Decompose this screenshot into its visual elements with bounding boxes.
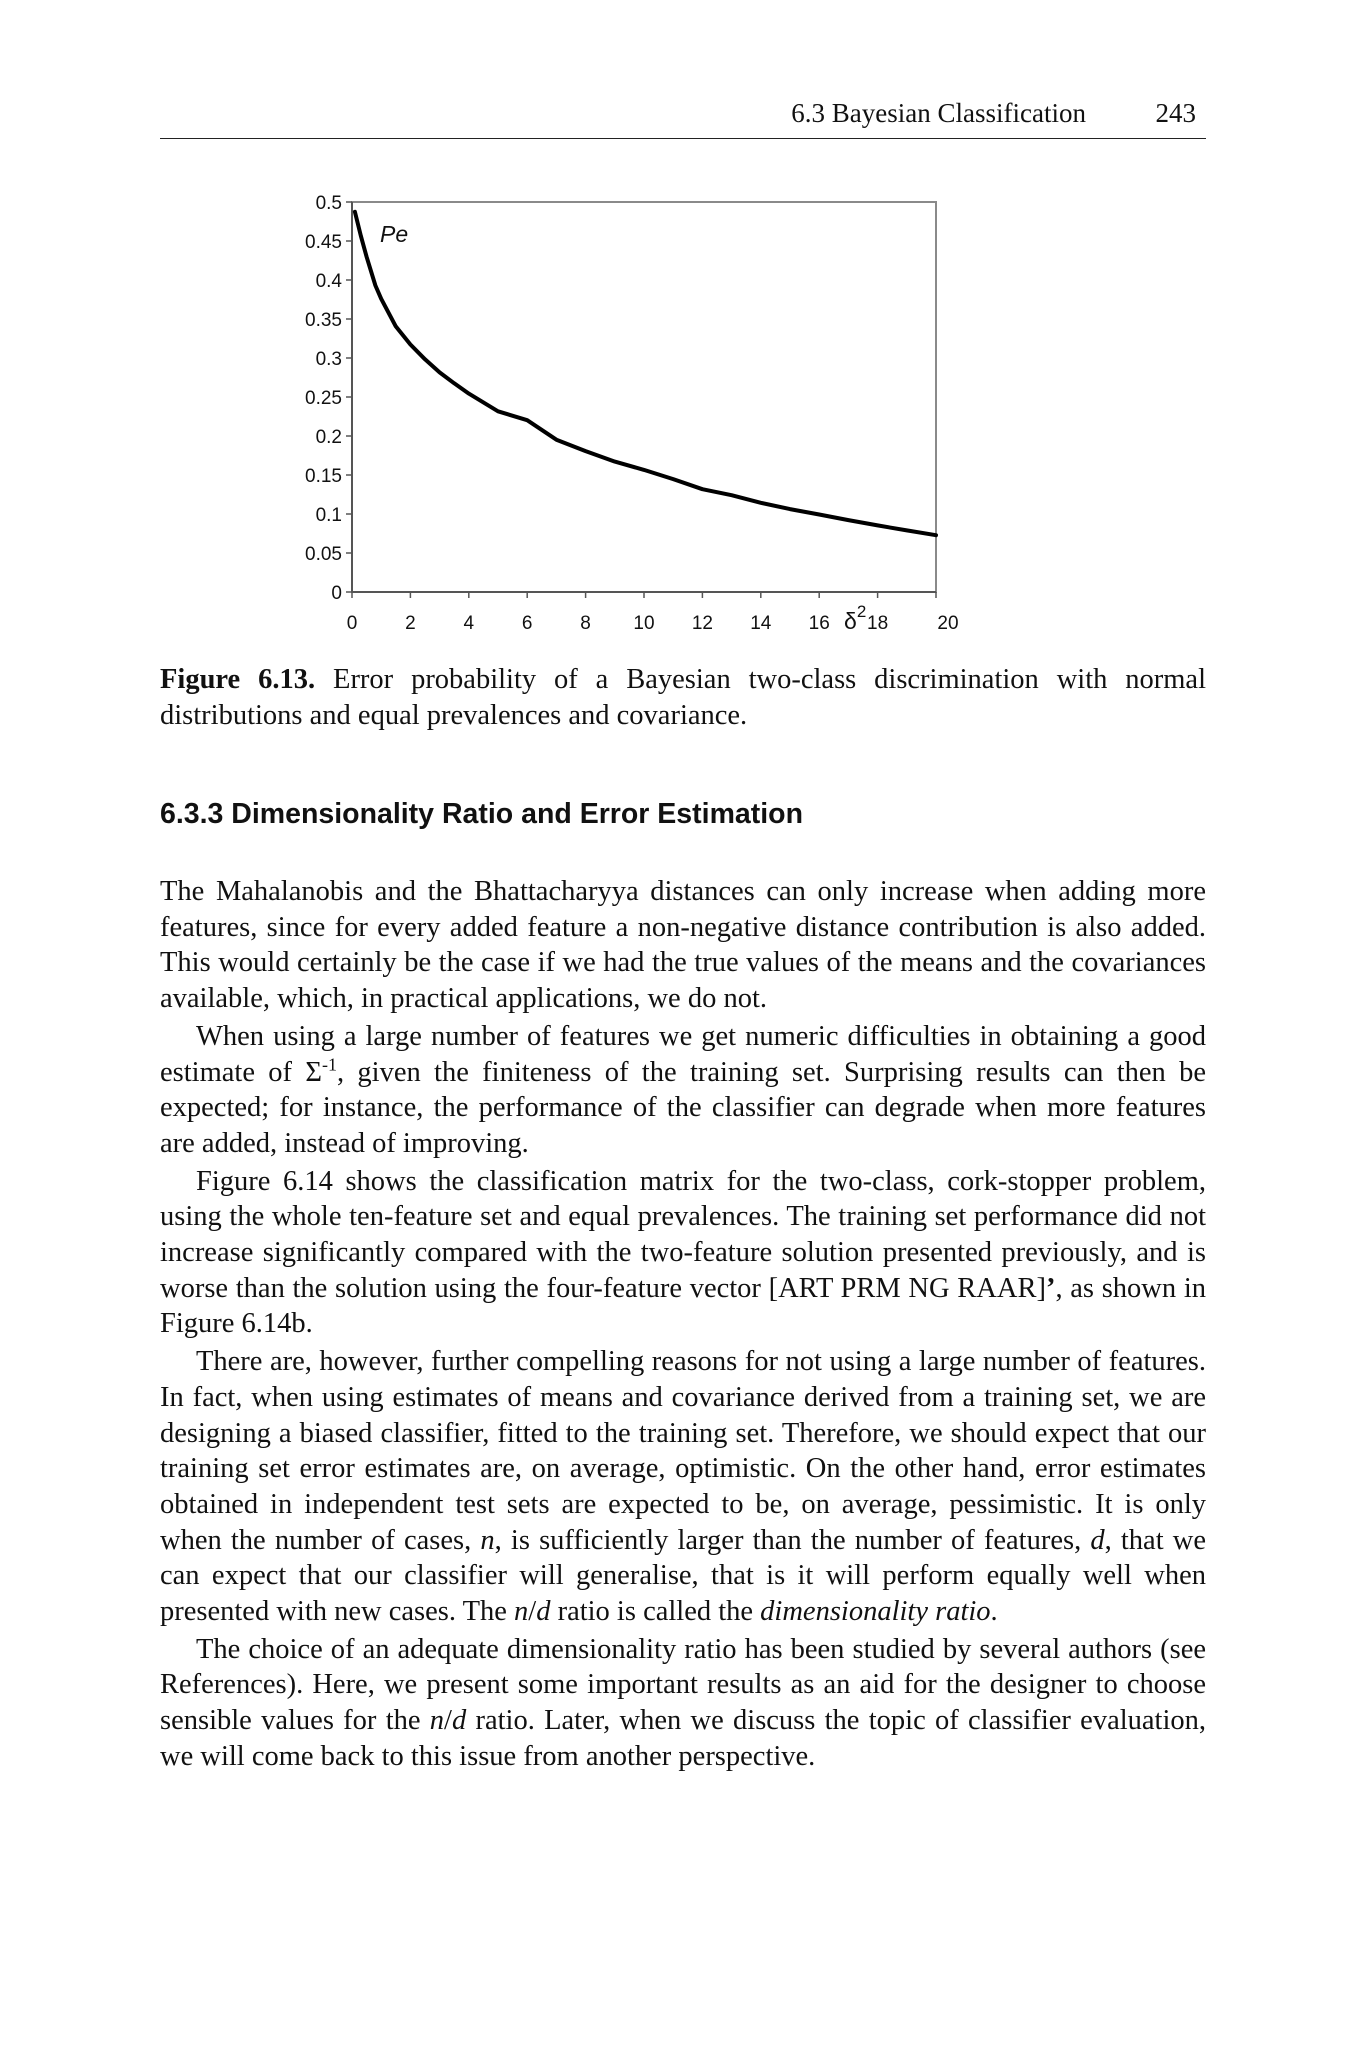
p2-superscript: -1 — [321, 1054, 337, 1075]
x-tick-label: 14 — [750, 613, 772, 634]
p3-transpose-mark: ’ — [1045, 1272, 1056, 1304]
y-tick-label: 0.35 — [305, 310, 342, 331]
series-label: Pe — [380, 221, 409, 247]
y-tick-label: 0 — [331, 583, 342, 604]
y-tick-label: 0.5 — [315, 193, 342, 214]
p3-text-b: , as shown in Figure 6.14b. — [160, 1272, 1206, 1340]
p4-text-c: , that we can expect that our classifier will generalise, that is it will perform equally well when presented with new cases. The — [160, 1524, 1207, 1628]
body-text — [160, 874, 1206, 1777]
x-tick-label: 18 — [867, 613, 889, 634]
p4-ratio-d: d — [536, 1596, 551, 1628]
paragraph-5 — [160, 1632, 1206, 1775]
running-header-title: 6.3 Bayesian Classification — [791, 98, 1086, 128]
x-tick-label: 12 — [691, 613, 713, 634]
p5-text-a: The choice of an adequate dimensionality ratio has been studied by several authors (see References). Here, we present some important results as an aid for the designer to choose sensible values for the — [160, 1633, 1206, 1737]
p2-text-a: When using a large number of features we get numeric difficulties in obtaining a good estimate of Σ — [160, 1020, 1206, 1088]
p4-ratio-slash: / — [528, 1596, 537, 1628]
figure-caption-text: Error probability of a Bayesian two-class discrimination with normal distributions and equal prevalences and covariance. — [160, 664, 1206, 731]
paragraph-4 — [160, 1344, 1206, 1630]
x-axis-delta: δ — [844, 608, 857, 634]
paragraph-1: The Mahalanobis and the Bhattacharyya distances can only increase when adding more features, since for every added feature a non-negative distance contribution is also added. This would certainly be the case if we had the true values of the means and the covariances available, which, in practical applications, we do not. — [160, 876, 1206, 1015]
figure-caption — [160, 662, 1206, 734]
p4-text-f: . — [990, 1596, 998, 1628]
p3-text-a: Figure 6.14 shows the classification matrix for the two-class, cork-stopper problem, using the whole ten-feature set and equal prevalences. The training set performance did not increase significantly compared with the two-feature solution presented previously, and is worse than the solution using the four-feature vector [ART PRM NG RAAR] — [160, 1165, 1206, 1304]
paragraph-3 — [160, 1164, 1206, 1343]
p4-term: dimensionality ratio — [760, 1596, 991, 1628]
x-tick-label: 6 — [521, 613, 533, 634]
section-heading: 6.3.3 Dimensionality Ratio and Error Estimation — [160, 798, 803, 830]
y-tick-label: 0.2 — [315, 427, 342, 448]
y-tick-label: 0.1 — [315, 505, 342, 526]
x-tick-label: 8 — [580, 613, 591, 634]
x-tick-label: 16 — [808, 613, 830, 634]
error-probability-chart — [280, 180, 1080, 640]
p4-ratio-n: n — [514, 1596, 529, 1628]
y-tick-label: 0.45 — [305, 232, 342, 253]
p4-text-a: There are, however, further compelling reasons for not using a large number of features. In fact, when using estimates of means and covariance derived from a training set, we are designing a biased classifier, fitted to the training set. Therefore, we should expect that our training set error estimates are, on average, optimistic. On the other hand, error estimates obtained in independent test sets are expected to be, on average, pessimistic. It is only when the number of cases, — [160, 1346, 1206, 1556]
p4-text-e: ratio is called the — [550, 1596, 761, 1628]
p4-var-d: d — [1090, 1524, 1105, 1556]
page-number: 243 — [1155, 98, 1196, 128]
p2-text-b: , given the finiteness of the training set. Surprising results can then be expected; for instance, the performance of the classifier can degrade when more features are added, instead of improving. — [160, 1056, 1206, 1159]
x-axis-symbol — [844, 602, 866, 634]
x-axis-exponent: 2 — [856, 602, 867, 621]
x-tick-group — [347, 592, 959, 634]
x-tick-label: 10 — [633, 613, 655, 634]
p5-text-b: ratio. Later, when we discuss the topic of classifier evaluation, we will come back to this issue from another perspective. — [160, 1705, 1206, 1772]
x-tick-label: 4 — [463, 613, 475, 634]
running-header — [160, 98, 1206, 139]
p5-ratio-d: d — [451, 1705, 467, 1737]
y-tick-label: 0.4 — [315, 271, 342, 292]
figure-label: Figure 6.13. — [160, 664, 316, 695]
p5-ratio-slash: / — [444, 1705, 452, 1737]
paragraph-2 — [160, 1019, 1206, 1162]
x-tick-label: 0 — [346, 613, 358, 634]
pe-curve — [355, 212, 936, 535]
plot-frame — [352, 202, 936, 592]
x-tick-label: 2 — [405, 613, 416, 634]
p4-text-b: , is sufficiently larger than the number of features, — [494, 1524, 1091, 1556]
y-tick-label: 0.15 — [305, 466, 342, 487]
y-tick-group — [305, 193, 352, 604]
y-tick-label: 0.25 — [305, 388, 342, 409]
p4-var-n: n — [480, 1524, 495, 1556]
y-tick-label: 0.05 — [305, 544, 342, 565]
x-tick-label: 20 — [937, 613, 959, 634]
p5-ratio-n: n — [429, 1705, 445, 1737]
y-tick-label: 0.3 — [315, 349, 342, 370]
